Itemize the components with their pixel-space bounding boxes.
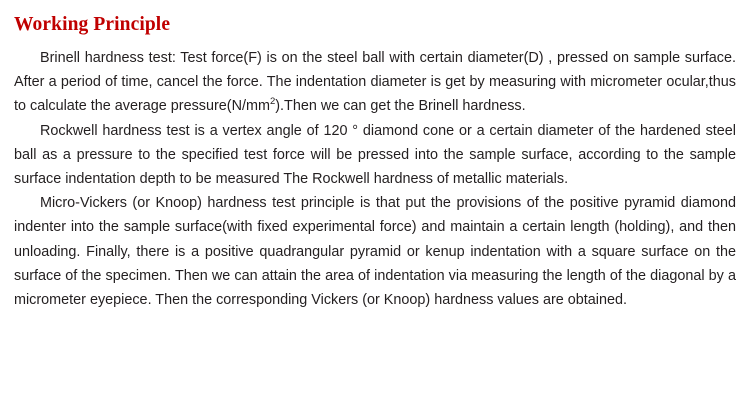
page-title: Working Principle <box>14 14 171 35</box>
paragraph-micro-vickers: Micro-Vickers (or Knoop) hardness test principle is that put the provisions of the positive pyramid diamond indenter into the sample surface(with fixed experimental force) and maintain a certain length (holding), and then unloading. Finally, there is a positive quadrangular pyramid or kenup indentation with a square surface on the surface of the specimen. Then we can attain the area of indentation via measuring the length of the diagonal by a micrometer eyepiece. Then the corresponding Vickers (or Knoop) hardness values are obtained. <box>14 195 736 309</box>
paragraph-rockwell: Rockwell hardness test is a vertex angle of 120 ° diamond cone or a certain diameter of the hardened steel ball as a pressure to the specified test force will be pressed into the sample surface, according to the sample surface indentation depth to be measured The Rockwell hardness of metallic materials. <box>14 122 736 188</box>
paragraph-brinell-text-part1: Brinell hardness test: Test force(F) is on the steel ball with certain diameter(D) , pressed on sample surface. After a period of time, cancel the force. The indentation diameter is get by measuring with micrometer ocular,thus to calculate the average pressure(N/mm <box>14 50 736 115</box>
paragraph-brinell-text-part2: ).Then we can get the Brinell hardness. <box>275 98 526 115</box>
paragraph-brinell <box>12 46 738 119</box>
superscript-squared: 2 <box>269 96 276 108</box>
